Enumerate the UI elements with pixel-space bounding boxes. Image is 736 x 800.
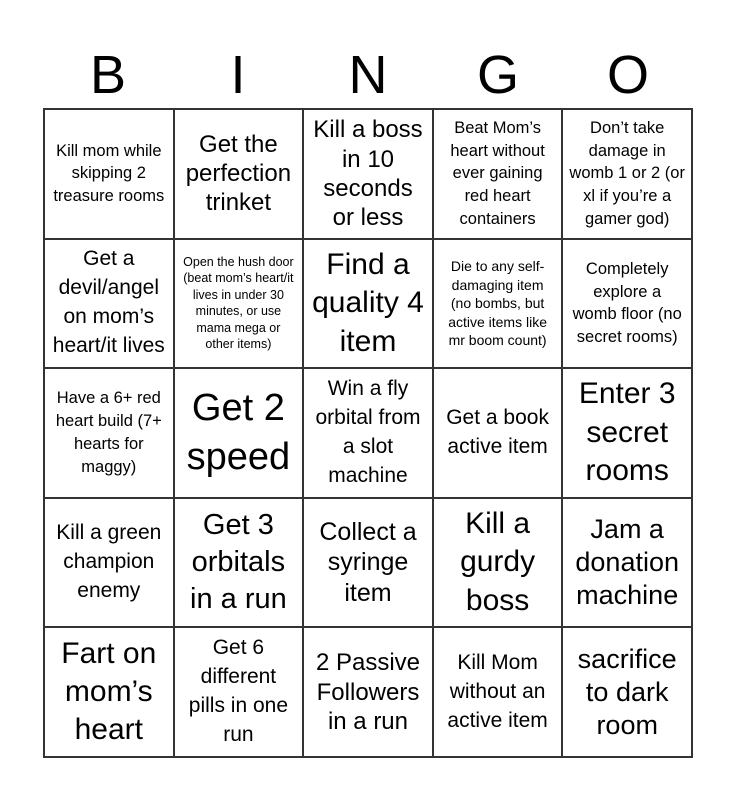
bingo-cell[interactable] xyxy=(175,110,305,240)
cell-text: Kill a green champion enemy xyxy=(56,521,162,603)
bingo-cell[interactable] xyxy=(434,628,564,758)
header-letter-b: B xyxy=(89,45,127,105)
bingo-cell[interactable] xyxy=(175,628,305,758)
cell-text: Get 3 orbitals in a run xyxy=(190,508,287,616)
bingo-cell[interactable] xyxy=(45,240,175,370)
bingo-cell[interactable] xyxy=(563,628,693,758)
bingo-cell[interactable] xyxy=(45,110,175,240)
bingo-cell[interactable] xyxy=(304,628,434,758)
cell-text: Kill a boss in 10 seconds or less xyxy=(313,116,423,232)
header-letter-g: G xyxy=(476,45,519,105)
cell-text: 2 Passive Followers in a run xyxy=(315,649,421,735)
cell-text: Kill Mom without an active item xyxy=(447,650,548,732)
cell-text: Win a fly orbital from a slot machine xyxy=(315,377,421,487)
cell-text: Open the hush door (beat mom’s heart/it lives in under 30 minutes, or use mama mega or other items) xyxy=(183,254,294,352)
cell-text: Have a 6+ red heart build (7+ hearts for maggy) xyxy=(55,389,162,476)
bingo-cell[interactable] xyxy=(45,499,175,629)
cell-text: Kill mom while skipping 2 treasure rooms xyxy=(53,141,165,206)
cell-text: Get the perfection trinket xyxy=(185,130,292,217)
cell-text: Find a quality 4 item xyxy=(312,247,424,358)
cell-text: Die to any self-damaging item (no bombs, but active items like mr boom count) xyxy=(448,258,547,349)
bingo-cell[interactable] xyxy=(434,110,564,240)
cell-text: Get 6 different pills in one run xyxy=(188,636,288,747)
cell-text: Don’t take damage in womb 1 or 2 (or xl if you’re a gamer god) xyxy=(569,118,685,228)
bingo-grid xyxy=(43,108,693,758)
bingo-cell[interactable] xyxy=(304,240,434,370)
cell-text: Beat Mom’s heart without ever gaining red heart containers xyxy=(450,118,545,228)
bingo-cell[interactable] xyxy=(563,369,693,499)
bingo-cell[interactable] xyxy=(45,369,175,499)
bingo-header xyxy=(43,44,693,106)
cell-text: sacrifice to dark room xyxy=(577,643,677,740)
header-letter-i: I xyxy=(230,45,246,105)
header-letter-o: O xyxy=(606,45,649,105)
cell-text: Get 2 speed xyxy=(186,387,291,478)
bingo-cell[interactable] xyxy=(175,499,305,629)
cell-text: Completely explore a womb floor (no secret rooms) xyxy=(572,259,682,347)
cell-text: Enter 3 secret rooms xyxy=(578,377,676,488)
header-letter-n: N xyxy=(348,45,388,105)
bingo-cell[interactable] xyxy=(563,240,693,370)
bingo-cell[interactable] xyxy=(175,240,305,370)
bingo-cell[interactable] xyxy=(304,110,434,240)
cell-text: Fart on mom’s heart xyxy=(61,636,157,747)
cell-text: Jam a donation machine xyxy=(575,514,679,611)
cell-text: Get a book active item xyxy=(446,406,549,458)
bingo-cell[interactable] xyxy=(175,369,305,499)
bingo-cell[interactable] xyxy=(434,240,564,370)
bingo-cell[interactable] xyxy=(304,499,434,629)
bingo-cell[interactable] xyxy=(434,499,564,629)
bingo-cell[interactable] xyxy=(45,628,175,758)
cell-text: Collect a syringe item xyxy=(319,517,417,607)
bingo-cell[interactable] xyxy=(304,369,434,499)
bingo-cell[interactable] xyxy=(434,369,564,499)
bingo-cell[interactable] xyxy=(563,499,693,629)
cell-text: Kill a gurdy boss xyxy=(460,507,536,617)
cell-text: Get a devil/angel on mom’s heart/it lives xyxy=(52,247,165,358)
bingo-cell[interactable] xyxy=(563,110,693,240)
